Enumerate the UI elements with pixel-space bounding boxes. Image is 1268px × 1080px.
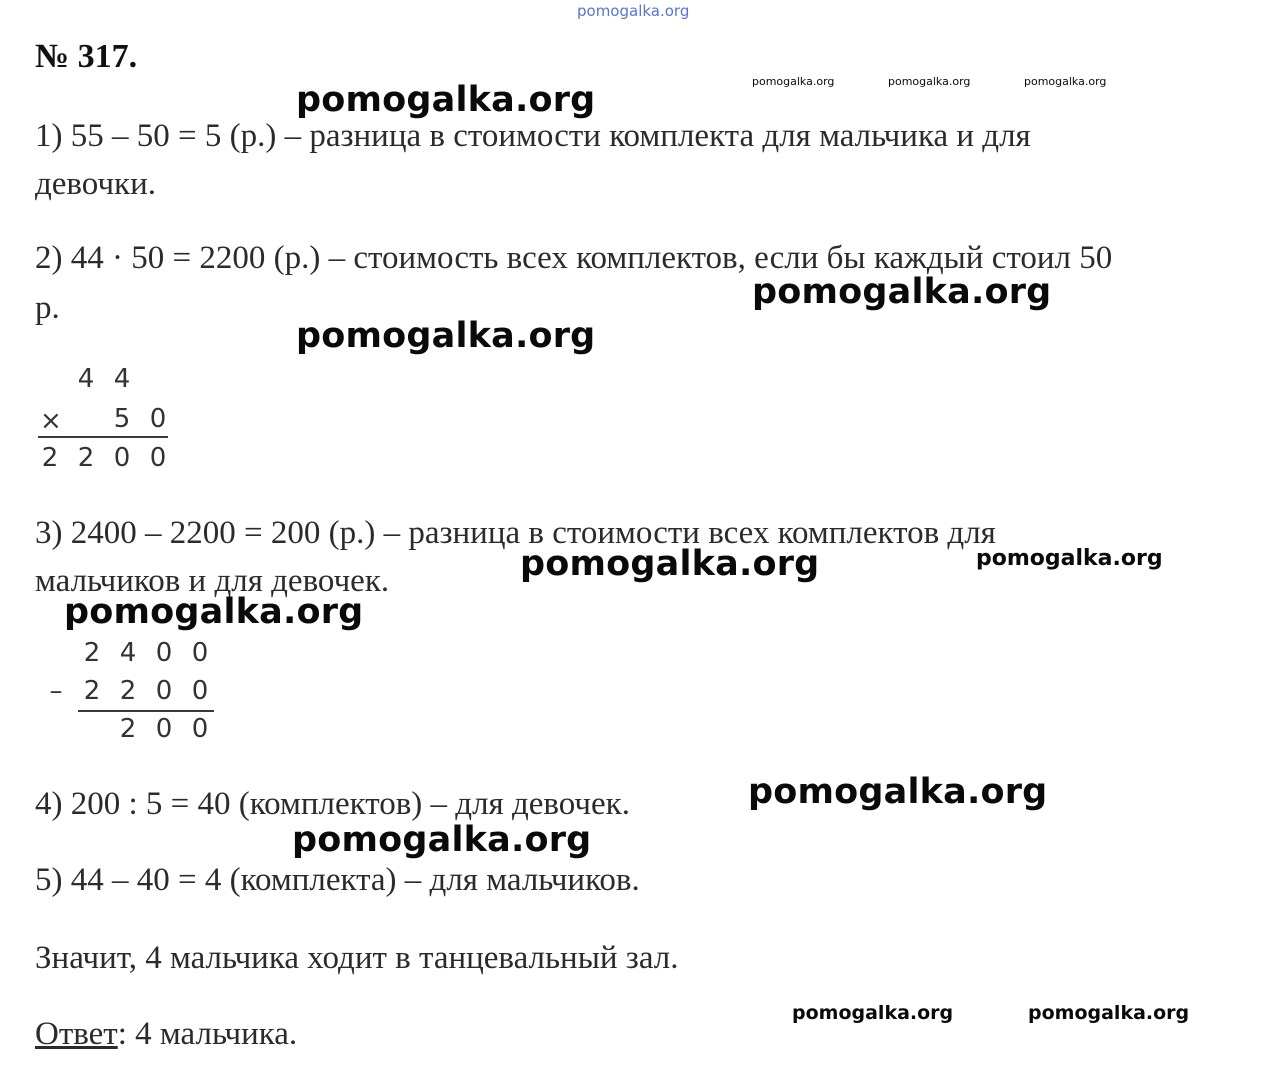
step-2-line-2: р. [35, 290, 60, 326]
watermark-small: pomogalka.org [888, 75, 971, 88]
mult-digit: 0 [149, 404, 167, 434]
sub-digit: 0 [155, 638, 173, 668]
watermark-top: pomogalka.org [577, 2, 690, 20]
mult-digit: 2 [41, 443, 59, 473]
mult-rule [38, 436, 168, 438]
watermark: pomogalka.org [752, 272, 1052, 312]
watermark: pomogalka.org [296, 80, 596, 120]
sub-digit: 2 [119, 676, 137, 706]
step-3-line-1: 3) 2400 – 2200 = 200 (р.) – разница в стоимости всех комплектов для [35, 515, 996, 551]
step-5: 5) 44 – 40 = 4 (комплекта) – для мальчиков. [35, 862, 640, 898]
watermark: pomogalka.org [292, 820, 592, 860]
sub-digit: 0 [191, 714, 209, 744]
sub-rule [78, 710, 214, 712]
sub-digit: 0 [191, 638, 209, 668]
watermark: pomogalka.org [520, 544, 820, 584]
subtraction-column [44, 638, 224, 758]
step-3-line-2: мальчиков и для девочек. [35, 563, 390, 599]
mult-digit: 0 [149, 443, 167, 473]
sub-digit: 0 [155, 714, 173, 744]
watermark: pomogalka.org [792, 1002, 954, 1024]
step-4: 4) 200 : 5 = 40 (комплектов) – для девочек. [35, 786, 630, 822]
step-1-line-1: 1) 55 – 50 = 5 (р.) – разница в стоимости комплекта для мальчика и для [35, 118, 1031, 154]
step-2-line-1: 2) 44 · 50 = 2200 (р.) – стоимость всех комплектов, если бы каждый стоил 50 [35, 240, 1113, 276]
answer-value: : 4 мальчика. [117, 1016, 298, 1052]
conclusion: Значит, 4 мальчика ходит в танцевальный зал. [35, 940, 679, 976]
watermark-small: pomogalka.org [752, 75, 835, 88]
watermark: pomogalka.org [296, 316, 596, 356]
answer-line [35, 1010, 297, 1058]
sub-digit: 2 [119, 714, 137, 744]
mult-digit: 4 [113, 364, 131, 394]
watermark: pomogalka.org [748, 772, 1048, 812]
mult-digit: 0 [113, 443, 131, 473]
sub-digit: 2 [83, 676, 101, 706]
mult-digit: 2 [77, 443, 95, 473]
watermark: pomogalka.org [64, 592, 364, 632]
watermark-small: pomogalka.org [1024, 75, 1107, 88]
answer-label: Ответ [35, 1016, 118, 1052]
sub-digit: 0 [191, 676, 209, 706]
mult-digit: 5 [113, 404, 131, 434]
sub-digit: 0 [155, 676, 173, 706]
mult-digit: 4 [77, 364, 95, 394]
multiplication-column [36, 364, 176, 484]
mult-operator: × [40, 406, 62, 436]
step-1-line-2: девочки. [35, 166, 156, 202]
sub-digit: 4 [119, 638, 137, 668]
sub-operator: – [49, 676, 63, 706]
watermark: pomogalka.org [1028, 1002, 1190, 1024]
watermark: pomogalka.org [976, 546, 1163, 571]
sub-digit: 2 [83, 638, 101, 668]
problem-number: № 317. [35, 38, 138, 75]
